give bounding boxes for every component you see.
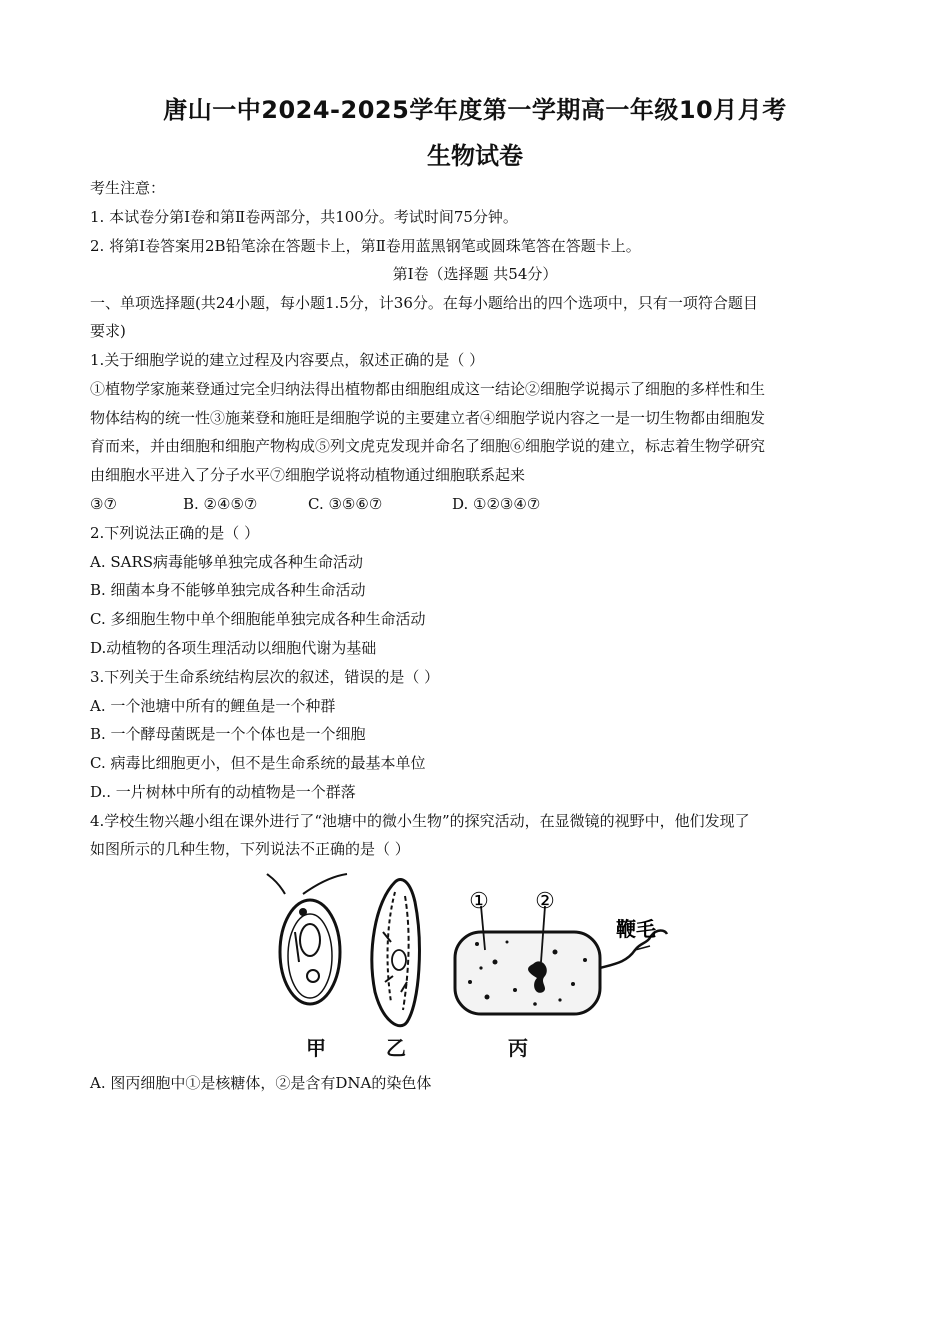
q3-stem: 3.下列关于生命系统结构层次的叙述，错误的是（ ）: [90, 668, 440, 686]
q2-option-c: C. 多细胞生物中单个细胞能单独完成各种生命活动: [90, 610, 426, 628]
organism-yi-drawing: [372, 879, 419, 1025]
q2-option-d: D.动植物的各项生理活动以细胞代谢为基础: [90, 639, 377, 657]
q1-body-line3: 育而来，并由细胞和细胞产物构成⑤列文虎克发现并命名了细胞⑥细胞学说的建立，标志着生物学研究: [90, 437, 766, 455]
q1-option-c: C. ③⑤⑥⑦: [308, 495, 383, 513]
section-instructions-line1: 一、单项选择题(共24小题，每小题1.5分，计36分。在每小题给出的四个选项中，只有一项符合题目: [90, 294, 758, 312]
notice-heading: 考生注意：: [90, 179, 166, 197]
organism-jia-drawing: [267, 874, 347, 1004]
q3-option-c: C. 病毒比细胞更小，但不是生命系统的最基本单位: [90, 754, 426, 772]
q1-option-d: D. ①②③④⑦: [452, 495, 541, 513]
q1-body-line1: ①植物学家施莱登通过完全归纳法得出植物都由细胞组成这一结论②细胞学说揭示了细胞的多样性和生: [90, 380, 766, 398]
exam-subject: 生物试卷: [427, 142, 523, 170]
notice-item-1: 1. 本试卷分第Ⅰ卷和第Ⅱ卷两部分，共100分。考试时间75分钟。: [90, 208, 518, 226]
q4-stem-line1: 4.学校生物兴趣小组在课外进行了“池塘中的微小生物”的探究活动，在显微镜的视野中，他们发现了: [90, 812, 750, 830]
q1-option-b: B. ②④⑤⑦: [183, 495, 258, 513]
figure-label-jia: 甲: [306, 1036, 326, 1060]
flagellum-label: 鞭毛: [616, 917, 656, 941]
q2-option-b: B. 细菌本身不能够单独完成各种生命活动: [90, 581, 366, 599]
marker-2: ②: [535, 889, 555, 914]
section-instructions-line2: 要求): [90, 322, 126, 340]
q3-option-a: A. 一个池塘中所有的鲤鱼是一个种群: [90, 697, 336, 715]
q1-stem: 1.关于细胞学说的建立过程及内容要点，叙述正确的是（ ）: [90, 351, 485, 369]
notice-item-2: 2. 将第Ⅰ卷答案用2B铅笔涂在答题卡上，第Ⅱ卷用蓝黑钢笔或圆珠笔答在答题卡上。: [90, 237, 641, 255]
exam-title: 唐山一中2024-2025学年度第一学期高一年级10月月考: [163, 96, 787, 124]
marker-1: ①: [469, 889, 489, 914]
q4-stem-line2: 如图所示的几种生物，下列说法不正确的是（ ）: [90, 840, 410, 858]
q1-body-line4: 由细胞水平进入了分子水平⑦细胞学说将动植物通过细胞联系起来: [90, 466, 526, 484]
q4-option-a: A. 图丙细胞中①是核糖体，②是含有DNA的染色体: [90, 1074, 432, 1092]
q2-stem: 2.下列说法正确的是（ ）: [90, 524, 260, 542]
q3-option-b: B. 一个酵母菌既是一个个体也是一个细胞: [90, 725, 366, 743]
q1-body-line2: 物体结构的统一性③施莱登和施旺是细胞学说的主要建立者④细胞学说内容之一是一切生物都由细胞发: [90, 409, 766, 427]
part1-heading: 第Ⅰ卷（选择题 共54分）: [392, 265, 558, 283]
q1-option-a: ③⑦: [90, 495, 117, 513]
q3-option-d: D.. 一片树林中所有的动植物是一个群落: [90, 783, 356, 801]
q2-option-a: A. SARS病毒能够单独完成各种生命活动: [90, 553, 364, 571]
figure-label-yi: 乙: [386, 1036, 406, 1060]
figure-label-bing: 丙: [508, 1036, 528, 1060]
